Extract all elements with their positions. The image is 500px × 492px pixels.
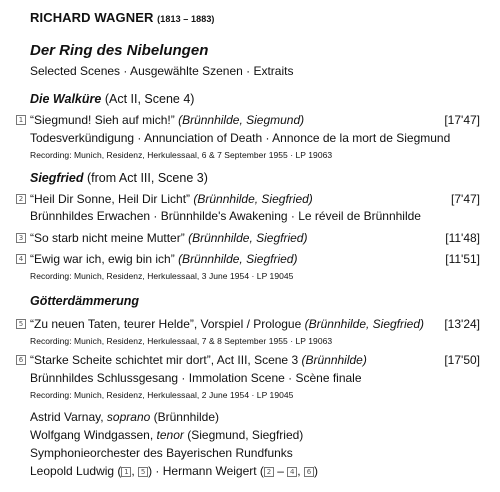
track-6-title	[30, 353, 367, 367]
section-detail: (from Act III, Scene 3)	[86, 171, 208, 185]
track-roles: (Brünnhilde, Siegfried)	[178, 252, 298, 266]
singer-name: Wolfgang Windgassen	[30, 428, 150, 442]
section-heading-walkure	[30, 92, 194, 106]
track-6-description: Brünnhildes Schlussgesang · Immolation Scene · Scène finale	[30, 371, 362, 385]
track-number: 4	[16, 254, 26, 264]
track-title: “Starke Scheite schichtet mir dort”	[30, 353, 211, 367]
track-2-duration: [7'47]	[451, 192, 480, 206]
track-number-box: 6	[304, 467, 314, 477]
track-number: 5	[16, 319, 26, 329]
track-3-duration: [11'48]	[445, 231, 480, 245]
paren-close: )	[148, 464, 153, 478]
conductor-2-name: Hermann Weigert	[162, 464, 257, 478]
track-title: “Heil Dir Sonne, Heil Dir Licht”	[30, 192, 191, 206]
composer-heading	[30, 10, 215, 25]
track-roles: (Brünnhilde)	[301, 353, 367, 367]
composer-dates: (1813 – 1883)	[157, 14, 215, 24]
section-detail: (Act II, Scene 4)	[104, 92, 195, 106]
track-4-duration: [11'51]	[445, 252, 480, 266]
singer-role: (Siegmund, Siegfried)	[187, 428, 304, 442]
section-name: Siegfried	[30, 171, 84, 185]
track-number: 3	[16, 233, 26, 243]
track-number-box: 2	[264, 467, 274, 477]
section-name: Götterdämmerung	[30, 294, 140, 308]
separator-comma: ,	[297, 464, 304, 478]
credit-orchestra: Symphonieorchester des Bayerischen Rundfunks	[30, 446, 293, 460]
recording-note-4: Recording: Munich, Residenz, Herkulessaal, 2 June 1954 · LP 19045	[30, 390, 294, 400]
paren-close: )	[313, 464, 318, 478]
credit-singer-1: Astrid Varnay, soprano (Brünnhilde)	[30, 410, 220, 424]
singer-voice: soprano	[106, 410, 151, 424]
singer-name: Astrid Varnay	[30, 410, 101, 424]
track-number-box: 1	[121, 467, 131, 477]
track-5-duration: [13'24]	[444, 317, 480, 331]
recording-note-1: Recording: Munich, Residenz, Herkulessaal, 6 & 7 September 1955 · LP 19063	[30, 150, 333, 160]
separator-dash: –	[273, 464, 288, 478]
track-extra: , Vorspiel / Prologue	[193, 317, 302, 331]
track-6-duration: [17'50]	[444, 353, 480, 367]
track-1-duration: [17'47]	[444, 113, 480, 127]
track-1-title	[30, 113, 304, 127]
track-title: “So starb nicht meine Mutter”	[30, 231, 185, 245]
track-1-description: Todesverkündigung · Annunciation of Death · Annonce de la mort de Siegmund	[30, 131, 451, 145]
track-2-description: Brünnhildes Erwachen · Brünnhilde's Awakening · Le réveil de Brünnhilde	[30, 209, 421, 223]
track-5-title	[30, 317, 424, 331]
recording-note-2: Recording: Munich, Residenz, Herkulessaal, 3 June 1954 · LP 19045	[30, 271, 294, 281]
paren-open: (	[256, 464, 264, 478]
section-heading-gotterdammerung	[30, 294, 139, 308]
track-number-box: 5	[138, 467, 148, 477]
singer-voice: tenor	[156, 428, 184, 442]
track-roles: (Brünnhilde, Siegfried)	[193, 192, 313, 206]
track-roles: (Brünnhilde, Siegfried)	[188, 231, 308, 245]
track-number: 2	[16, 194, 26, 204]
section-heading-siegfried	[30, 171, 208, 185]
conductor-1-name: Leopold Ludwig	[30, 464, 115, 478]
work-title: Der Ring des Nibelungen	[30, 42, 209, 59]
section-name: Die Walküre	[30, 92, 102, 106]
singer-role: (Brünnhilde)	[153, 410, 220, 424]
credit-conductors	[30, 464, 318, 478]
credit-singer-2: Wolfgang Windgassen, tenor (Siegmund, Siegfried)	[30, 428, 304, 442]
work-subtitle: Selected Scenes · Ausgewählte Szenen · Extraits	[30, 64, 294, 78]
track-number: 1	[16, 115, 26, 125]
composer-name: RICHARD WAGNER	[30, 10, 154, 25]
track-2-title	[30, 192, 313, 206]
track-roles: (Brünnhilde, Siegfried)	[304, 317, 425, 331]
track-title: “Siegmund! Sieh auf mich!”	[30, 113, 175, 127]
track-number-box: 4	[287, 467, 297, 477]
track-3-title	[30, 231, 307, 245]
track-title: “Zu neuen Taten, teurer Helde”	[30, 317, 194, 331]
track-extra: , Act III, Scene 3	[210, 353, 299, 367]
paren-open: (	[114, 464, 122, 478]
recording-note-3: Recording: Munich, Residenz, Herkulessaal, 7 & 8 September 1955 · LP 19063	[30, 336, 333, 346]
separator-comma: ,	[131, 464, 139, 478]
track-title: “Ewig war ich, ewig bin ich”	[30, 252, 175, 266]
track-number: 6	[16, 355, 26, 365]
track-roles: (Brünnhilde, Siegmund)	[178, 113, 305, 127]
separator-dot: ·	[152, 464, 163, 478]
track-4-title	[30, 252, 297, 266]
